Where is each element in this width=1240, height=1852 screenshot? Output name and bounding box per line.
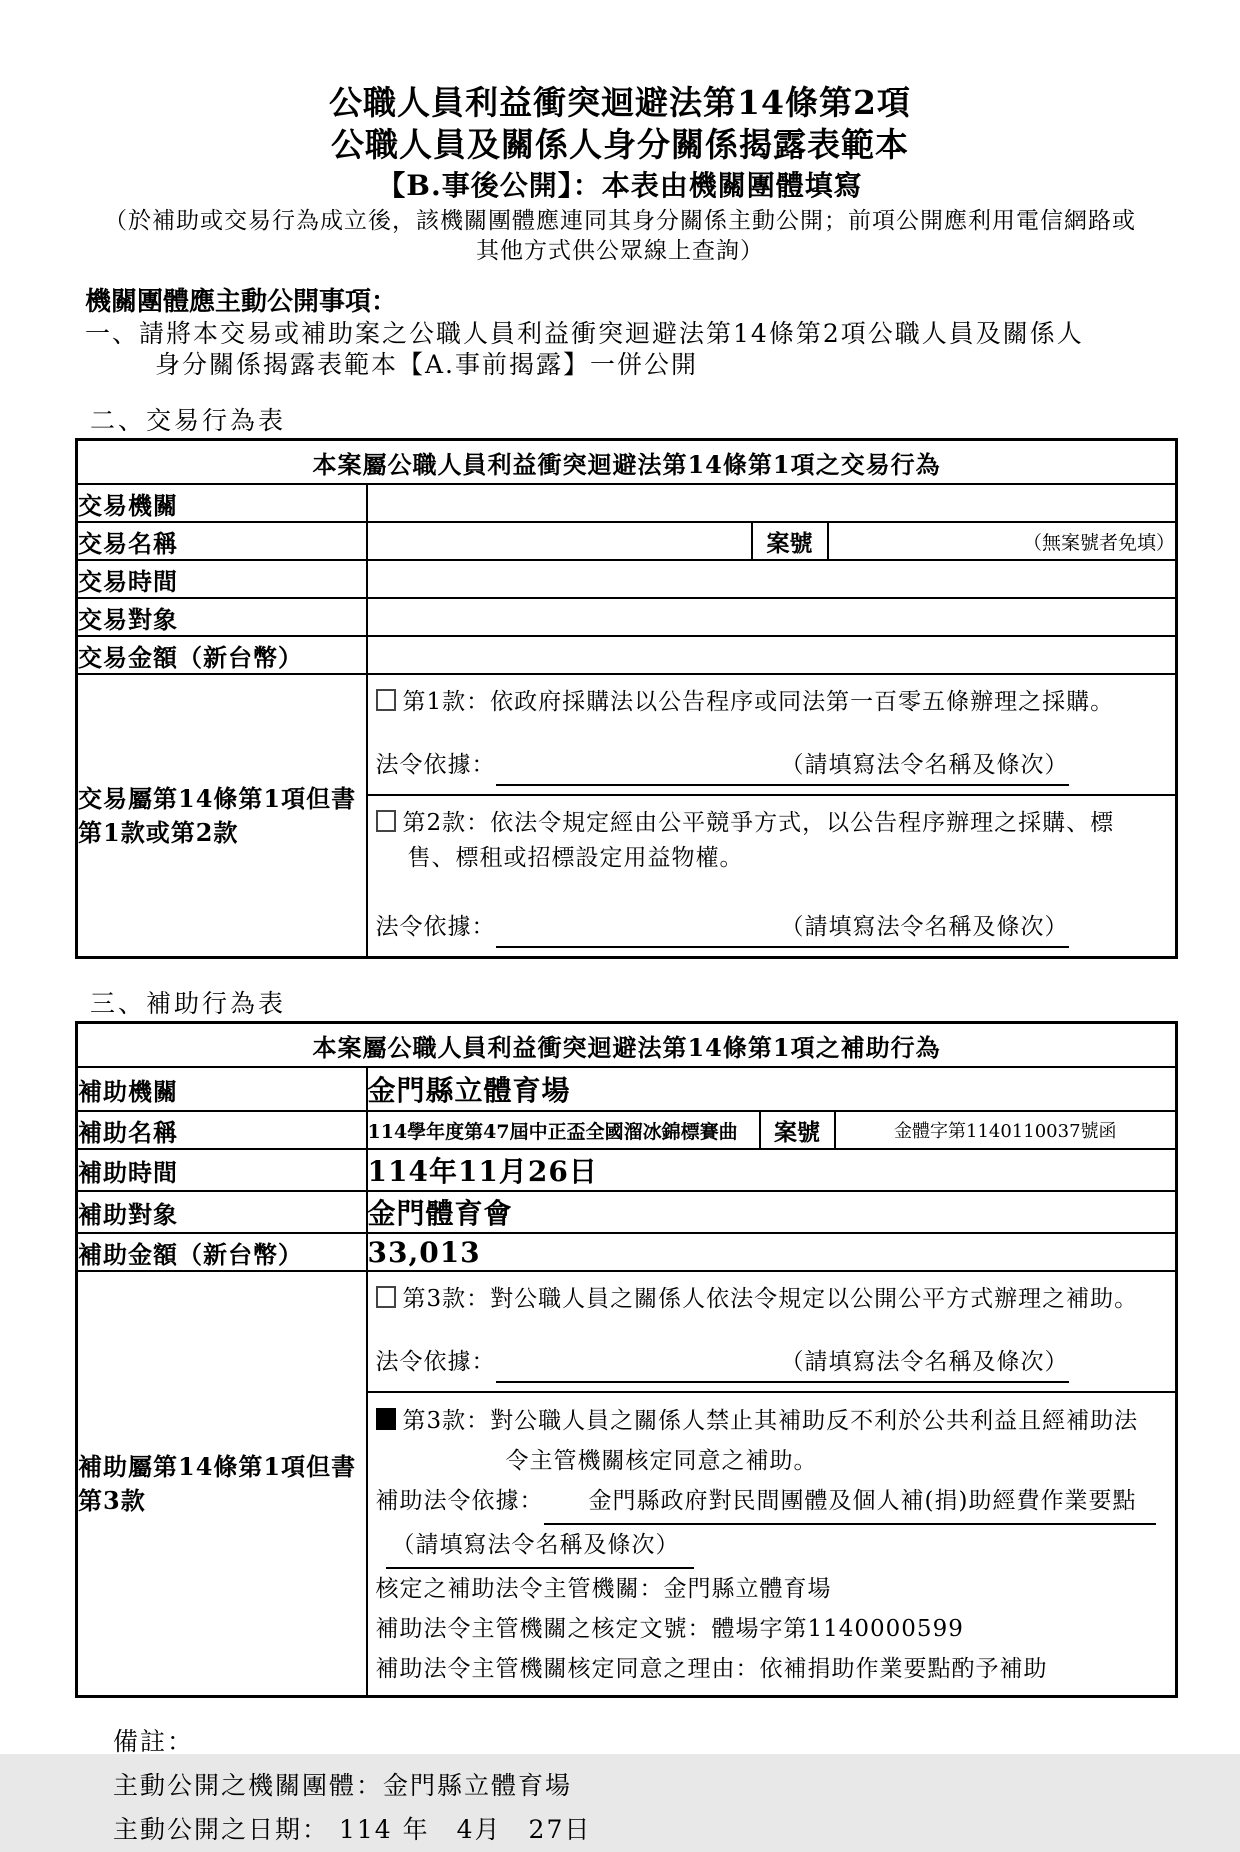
remarks-label: 備註： <box>113 1727 195 1756</box>
subsidy-table <box>75 1021 1178 1698</box>
transaction-amount-label: 交易金額（新台幣） <box>77 636 367 674</box>
subsidy-option2-line1 <box>376 1401 1168 1441</box>
transaction-time-value <box>367 560 1177 598</box>
transaction-option1-text: 第1款：依政府採購法以公告程序或同法第一百零五條辦理之採購。 <box>402 689 1115 715</box>
subsidy-law-basis-hint-line <box>386 1525 1168 1569</box>
document-title-line2: 公職人員及關係人身分關係揭露表範本 <box>331 125 909 164</box>
transaction-time-label: 交易時間 <box>77 560 367 598</box>
transaction-option1-cell <box>367 674 1177 795</box>
document-header <box>0 0 1240 266</box>
subsidy-approval-doc-number-line: 補助法令主管機關之核定文號：體場字第1140000599 <box>375 1616 964 1642</box>
checkbox-unchecked-icon <box>376 810 396 832</box>
transaction-option2-text-line2: 售、標租或招標設定用益物權。 <box>407 845 744 871</box>
subsidy-option1-cell <box>367 1271 1177 1392</box>
transaction-agency-value <box>367 484 1177 522</box>
transaction-counterparty-label: 交易對象 <box>77 598 367 636</box>
subsidy-law-basis-line <box>376 1481 1168 1525</box>
document-title-line3: 【B.事後公開】：本表由機關團體填寫 <box>377 169 863 202</box>
transaction-agency-label: 交易機關 <box>77 484 367 522</box>
transaction-table <box>75 438 1178 959</box>
transaction-option2-law-line <box>376 910 1168 948</box>
transaction-name-value <box>367 522 752 560</box>
subsidy-case-number-value: 金體字第1140110037號函 <box>835 1111 1177 1149</box>
transaction-section-title: 二、交易行為表 <box>90 406 287 435</box>
law-basis-hint: （請填寫法令名稱及條次） <box>780 914 1069 940</box>
subsidy-option1-law-line <box>376 1345 1168 1383</box>
checkbox-checked-icon <box>376 1408 396 1430</box>
subsidy-agency-label: 補助機關 <box>77 1067 367 1111</box>
subsidy-name-value: 114學年度第47屆中正盃全國溜冰錦標賽曲 <box>367 1111 760 1149</box>
transaction-option1-line <box>376 685 1168 720</box>
subsidy-table-header: 本案屬公職人員利益衝突迴避法第14條第1項之補助行為 <box>77 1023 1177 1068</box>
transaction-case-number-label: 案號 <box>752 522 828 560</box>
law-basis-label: 法令依據： <box>375 914 496 940</box>
transaction-clause-label: 交易屬第14條第1項但書第1款或第2款 <box>77 674 367 958</box>
subsidy-name-label: 補助名稱 <box>77 1111 367 1149</box>
notice-item-line1: 一、請將本交易或補助案之公職人員利益衝突迴避法第14條第2項公職人員及關係人 <box>85 319 1084 348</box>
subsidy-case-number-label: 案號 <box>760 1111 835 1149</box>
subsidy-option2-text-line1: 第3款：對公職人員之關係人禁止其補助反不利於公共利益且經補助法 <box>402 1408 1139 1434</box>
transaction-name-label: 交易名稱 <box>77 522 367 560</box>
disclosure-organization-line: 主動公開之機關團體：金門縣立體育場 <box>113 1771 573 1800</box>
subsidy-section-title: 三、補助行為表 <box>90 989 287 1018</box>
subsidy-option2-text-line2: 令主管機關核定同意之補助。 <box>505 1448 818 1474</box>
notice-item-line2: 身分關係揭露表範本【A.事前揭露】一併公開 <box>155 350 699 379</box>
transaction-option1-law-line <box>376 748 1168 786</box>
subsidy-law-basis-label: 補助法令依據： <box>375 1488 544 1514</box>
checkbox-unchecked-icon <box>376 1286 396 1308</box>
disclosure-date-line <box>113 1808 1240 1852</box>
subsidy-amount-label: 補助金額（新台幣） <box>77 1233 367 1271</box>
document-subtitle-line2: 其他方式供公眾線上查詢） <box>476 238 764 264</box>
disclosure-date-label: 主動公開之日期： <box>113 1815 330 1844</box>
law-basis-hint: （請填寫法令名稱及條次） <box>386 1525 694 1569</box>
law-basis-label: 法令依據： <box>375 752 496 778</box>
transaction-option2-line1 <box>376 806 1168 841</box>
subsidy-option2-cell <box>367 1392 1177 1697</box>
subsidy-clause-label: 補助屬第14條第1項但書第3款 <box>77 1271 367 1697</box>
subsidy-option1-text: 第3款：對公職人員之關係人依法令規定以公開公平方式辦理之補助。 <box>402 1286 1139 1312</box>
notice-heading: 機關團體應主動公開事項： <box>85 287 398 317</box>
subsidy-approval-reason-line: 補助法令主管機關核定同意之理由：依補捐助作業要點酌予補助 <box>375 1656 1048 1682</box>
transaction-option2-text-line1: 第2款：依法令規定經由公平競爭方式，以公告程序辦理之採購、標 <box>402 810 1115 836</box>
subsidy-option1-line <box>376 1282 1168 1317</box>
transaction-option2-cell <box>367 795 1177 958</box>
checkbox-unchecked-icon <box>376 689 396 711</box>
law-basis-hint: （請填寫法令名稱及條次） <box>780 1349 1069 1375</box>
subsidy-approving-authority-line: 核定之補助法令主管機關：金門縣立體育場 <box>375 1576 832 1602</box>
transaction-amount-value <box>367 636 1177 674</box>
subsidy-law-basis-value: 金門縣政府對民間團體及個人補(捐)助經費作業要點 <box>544 1481 1157 1525</box>
document-subtitle-line1: （於補助或交易行為成立後，該機關團體應連同其身分關係主動公開；前項公開應利用電信網路或 <box>104 208 1136 234</box>
subsidy-recipient-label: 補助對象 <box>77 1191 367 1233</box>
document-footer <box>113 1720 1240 1852</box>
transaction-counterparty-value <box>367 598 1177 636</box>
subsidy-recipient-value: 金門體育會 <box>367 1191 1177 1233</box>
law-basis-label: 法令依據： <box>375 1349 496 1375</box>
document-title-line1: 公職人員利益衝突迴避法第14條第2項 <box>329 83 911 122</box>
subsidy-time-label: 補助時間 <box>77 1149 367 1191</box>
subsidy-amount-value: 33,013 <box>367 1233 1177 1271</box>
transaction-table-header: 本案屬公職人員利益衝突迴避法第14條第1項之交易行為 <box>77 440 1177 485</box>
disclosure-date-value: 114 年 4月 27日 <box>338 1815 592 1844</box>
transaction-case-number-hint: （無案號者免填） <box>828 522 1177 560</box>
law-basis-hint: （請填寫法令名稱及條次） <box>780 752 1069 778</box>
disclosure-notice <box>85 286 1163 380</box>
subsidy-time-value: 114年11月26日 <box>367 1149 1177 1191</box>
subsidy-agency-value: 金門縣立體育場 <box>367 1067 1177 1111</box>
